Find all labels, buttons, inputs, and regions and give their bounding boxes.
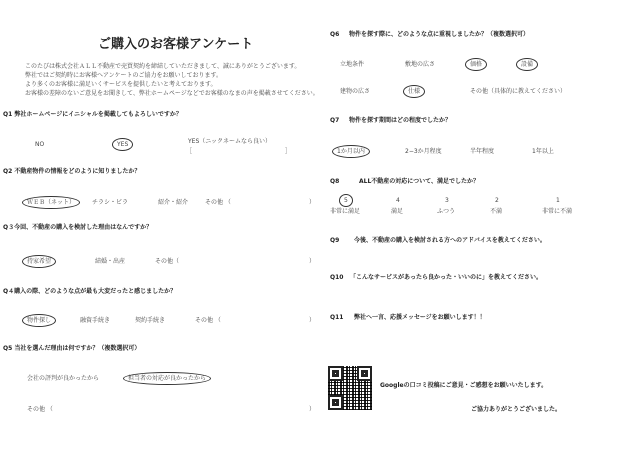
q8-score-label: 非常に満足 [330, 208, 361, 215]
q1-option-nickname[interactable]: YES（ニックネームなら良い） [188, 138, 271, 145]
q6-option-lot[interactable]: 敷地の広さ [405, 61, 436, 68]
q3-option-marriage[interactable]: 結婚・出産 [95, 258, 126, 265]
q6-option-equipment-selected[interactable]: 設備 [516, 58, 538, 71]
q8-score-3[interactable]: 3 [445, 197, 449, 204]
q5-label: Q5 当社を選んだ理由は何ですか？（複数選択可） [3, 345, 141, 352]
q2-option-flyer[interactable]: チラシ・ビラ [92, 199, 129, 206]
q8-number: Q8 [330, 178, 340, 185]
q6-label: 物件を探す際に、どのような点に重視しましたか？（複数選択可） [349, 31, 530, 38]
q4-option-contract[interactable]: 契約手続き [135, 317, 166, 324]
q9-number: Q9 [330, 237, 340, 244]
paren-close: ） [309, 317, 316, 324]
q2-option-referral[interactable]: 紹介・紹介 [158, 199, 189, 206]
q3-label: Q３今回、不動産の購入を検討した理由はなんですか？ [3, 224, 153, 231]
q6-option-other[interactable]: その他（具体的に教えてください） [470, 88, 567, 95]
q7-option-1year[interactable]: 1年以上 [532, 148, 554, 155]
google-review-text: Googleの口コミ投稿にご意見・ご感想をお願いいたします。 [380, 382, 548, 389]
paren-close: ） [309, 199, 316, 206]
q11-label: 弊社へ一言、応援メッセージをお願いします！！ [354, 314, 486, 321]
q8-score-label: 非常に不満 [542, 208, 573, 215]
q7-option-half-year[interactable]: 半年程度 [470, 148, 495, 155]
bracket-open: ［ [186, 148, 193, 155]
q7-number: Q7 [330, 117, 340, 124]
intro-line: より多くのお客様に満足いくサービスを提供したいと考えております。 [25, 81, 217, 88]
q6-option-location[interactable]: 立地条件 [340, 61, 365, 68]
q8-score-label: 不満 [490, 208, 503, 215]
q7-option-1month-selected[interactable]: 1か月以内 [332, 145, 370, 158]
q1-label: Q1 弊社ホームページにイニシャルを掲載してもよろしいですか？ [3, 111, 182, 118]
qr-code-image[interactable] [328, 366, 372, 410]
q11-number: Q11 [330, 314, 344, 321]
bracket-close: ］ [285, 148, 292, 155]
thanks-text: ご協力ありがとうございました。 [471, 406, 562, 413]
intro-line: お客様の差障のないご意見をお聞きして、弊社ホームページなどでお客様のなまの声を掲載させてください。 [25, 90, 319, 97]
q2-label: Q2 不動産物件の情報をどのように知りましたか？ [3, 168, 141, 175]
q4-option-loan[interactable]: 融資手続き [80, 317, 111, 324]
q8-label: ALL不動産の対応について、満足でしたか？ [359, 178, 480, 185]
q6-option-building[interactable]: 建物の広さ [340, 88, 371, 95]
q8-score-4[interactable]: 4 [396, 197, 400, 204]
intro-line: 弊社ではご契約時にお客様へアンケートのご協力をお願いしております。 [25, 72, 222, 79]
q8-score-label: ふつう [437, 208, 456, 215]
q6-option-price-selected[interactable]: 価格 [465, 58, 487, 71]
q7-option-2-3months[interactable]: 2−3か月程度 [405, 148, 442, 155]
q5-option-other[interactable]: その他 （ [27, 406, 53, 413]
q8-score-1[interactable]: 1 [556, 197, 560, 204]
q3-option-other[interactable]: その他（ [155, 258, 180, 265]
q6-number: Q6 [330, 31, 340, 38]
q8-score-2[interactable]: 2 [495, 197, 499, 204]
intro-line: このたびは株式会社ＡＬＬ不動産で売買契約を締結していただきまして、誠にありがとうございます。 [25, 63, 301, 70]
paren-close: ） [309, 406, 316, 413]
q5-option-staff-selected[interactable]: 担当者の対応が良かったから [123, 372, 211, 385]
q4-label: Q４購入の際、どのような点が最も大変だったと感じましたか？ [3, 288, 177, 295]
q2-option-web-selected[interactable]: ＷＥＢ（ネット） [22, 196, 80, 209]
qr-finder [357, 366, 372, 381]
q5-option-reputation[interactable]: 会社の評判が良かったから [27, 375, 100, 382]
q7-label: 物件を探す期間はどの程度でしたか？ [349, 117, 452, 124]
q2-option-other[interactable]: その他 （ [205, 199, 231, 206]
q8-score-5-selected[interactable]: 5 [339, 194, 353, 207]
qr-finder [328, 366, 343, 381]
q4-option-other[interactable]: その他 （ [195, 317, 221, 324]
paren-close: ） [309, 258, 316, 265]
q8-score-label: 満足 [391, 208, 404, 215]
q10-number: Q10 [330, 274, 344, 281]
q1-option-no[interactable]: NO [35, 141, 45, 148]
q3-option-home-selected[interactable]: 持家希望 [22, 255, 56, 268]
q9-label: 今後、不動産の購入を検討される方へのアドバイスを教えてください。 [354, 237, 546, 244]
q4-option-search-selected[interactable]: 物件探し [22, 314, 56, 327]
q10-label: 「こんなサービスがあったら良かった・いいのに」を教えてください。 [350, 274, 542, 281]
page-title: ご購入のお客様アンケート [98, 37, 254, 52]
q6-option-spec-selected[interactable]: 仕様 [403, 85, 425, 98]
q1-option-yes-selected[interactable]: YES [112, 138, 133, 151]
qr-finder [328, 395, 343, 410]
